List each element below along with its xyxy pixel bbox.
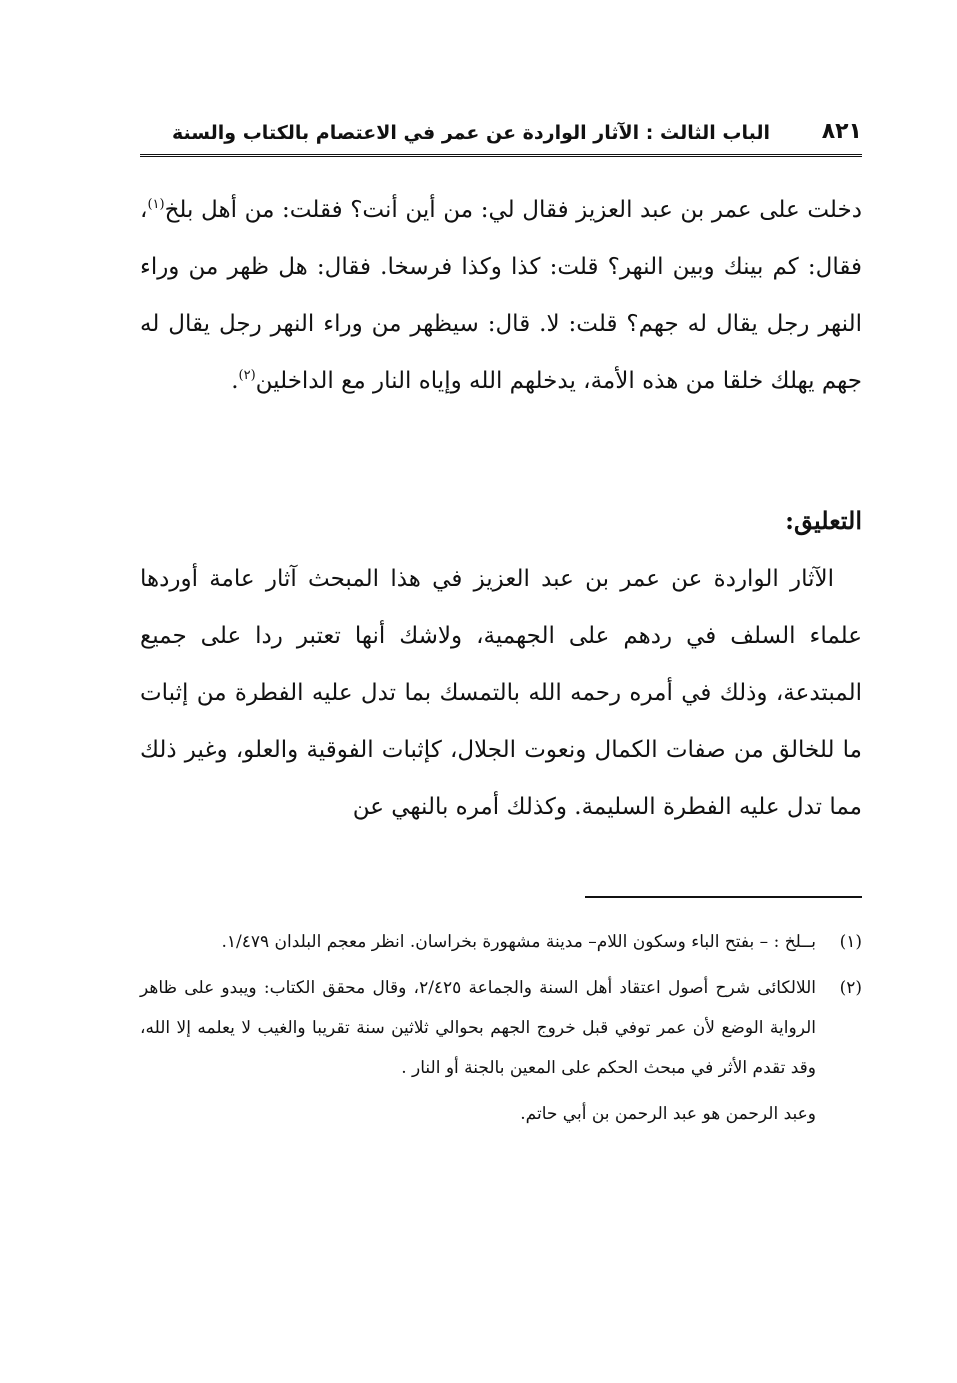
commentary-paragraph: الآثار الواردة عن عمر بن عبد العزيز في هذا المبحث آثار عامة أوردها علماء السلف في ردهم على الجهمية، ولاشك أنها تعتبر ردا على جميع المبتدعة، وذلك في أمره رحمه الله بالتمسك بما تدل عليه الفطرة من إثبات ما للخالق من صفات الكمال ونعوت الجلال، كإثبات الفوقية والعلو، وغير ذلك مما تدل عليه الفطرة السليمة. وكذلك أمره بالنهي عن [140,566,862,820]
page-number: ٨٢١ [821,119,862,144]
footnote-continuation: وعبد الرحمن هو عبد الرحمن بن أبي حاتم. [520,1104,816,1124]
narration-text-1: دخلت على عمر بن عبد العزيز فقال لي: من أين أنت؟ فقلت: من أهل بلخ [164,197,862,223]
footnotes [140,922,862,1134]
narration-text-3: . [231,368,239,394]
footnote-number: (٢) [839,978,862,998]
footnote-2 [140,968,862,1088]
footnote-text: بــلخ : – بفتح الباء وسكون اللام– مدينة مشهورة بخراسان. انظر معجم البلدان ١/٤٧٩. [221,932,816,952]
running-header [140,118,862,154]
footnote-number: (١) [839,932,862,952]
section-heading: التعليق: [785,506,862,535]
chapter-title: الباب الثالث : الآثار الواردة عن عمر في الاعتصام بالكتاب والسنة [172,122,770,144]
footnote-ref-1[interactable]: (١) [147,197,165,212]
narration-paragraph [140,182,862,410]
footnote-1 [140,922,862,962]
footnote-ref-2[interactable]: (٢) [238,368,256,383]
footnote-separator [585,896,862,898]
footnote-text: اللالكائى شرح أصول اعتقاد أهل السنة والجماعة ٢/٤٢٥، وقال محقق الكتاب: ويبدو على ظاهر الرواية الوضع لأن عمر توفي قبل خروج الجهم بحوالي ثلاثين سنة تقريبا والغيب لا يعلمه إلا الله، وقد تقدم الأثر في مبحث الحكم على المعين بالجنة أو النار . [140,978,817,1078]
narration-text-2: ، فقال: كم بينك وبين النهر؟ قلت: كذا وكذا فرسخا. فقال: هل ظهر من وراء النهر رجل يقال له جهم؟ قلت: لا. قال: سيظهر من وراء النهر رجل يقال له جهم يهلك خلقا من هذه الأمة، يدخلهم الله وإياه النار مع الداخلين [140,197,862,394]
header-rule [140,154,862,157]
